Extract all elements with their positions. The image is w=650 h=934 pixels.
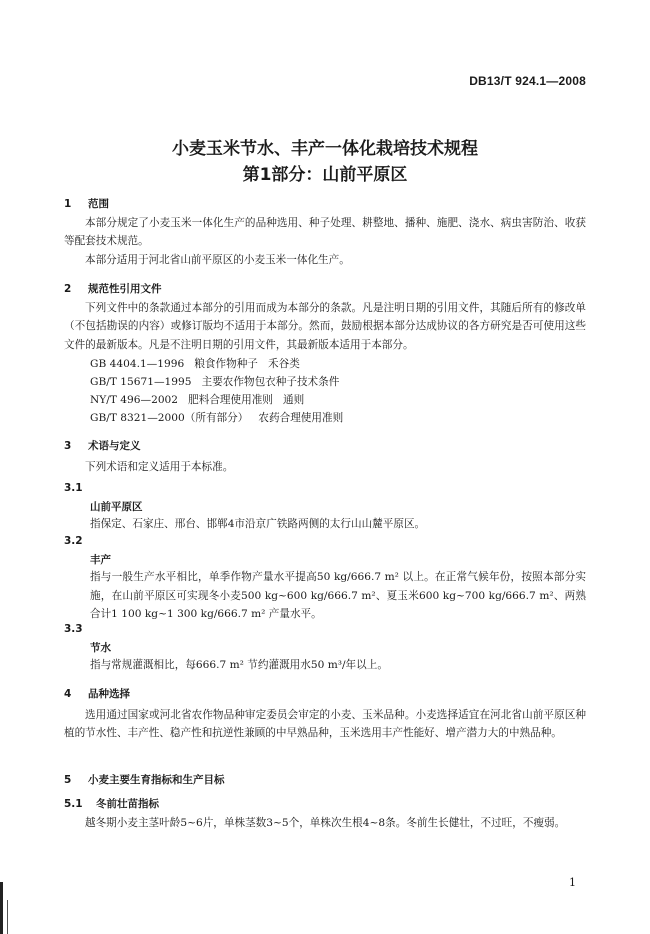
section-title: 术语与定义 (88, 440, 141, 452)
term-number: 3.2 (64, 535, 83, 547)
term-number: 3.1 (64, 482, 83, 494)
scan-edge-mark (0, 882, 3, 934)
term-title: 丰产 (90, 554, 111, 566)
section-number: 2 (64, 283, 72, 295)
section-1-paragraph-2: 本部分适用于河北省山前平原区的小麦玉米一体化生产。 (85, 254, 350, 266)
section-5-1-heading (64, 796, 159, 811)
section-4-paragraph-1: 选用通过国家或河北省农作物品种审定委员会审定的小麦、玉米品种。小麦选择适宜在河北省山前平原区种植的节水性、丰产性、稳产性和抗逆性兼顾的中早熟品种，玉米选用丰产性能好、增产潜力大的中熟品种。 (64, 709, 586, 740)
section-title: 冬前壮苗指标 (96, 798, 159, 810)
section-5-heading (64, 772, 225, 787)
document-title: 小麦玉米节水、丰产一体化栽培技术规程 (172, 139, 478, 159)
reference-item: GB 4404.1—1996 粮食作物种子 禾谷类 (90, 358, 300, 370)
section-title: 范围 (88, 198, 109, 210)
section-1-heading (64, 196, 109, 211)
section-number: 5.1 (64, 798, 83, 810)
term-definition: 指与常规灌溉相比，每666.7 m² 节约灌溉用水50 m³/年以上。 (90, 659, 388, 671)
section-1-paragraph-1: 本部分规定了小麦玉米一体化生产的品种选用、种子处理、耕整地、播种、施肥、浇水、病虫害防治、收获等配套技术规范。 (64, 217, 586, 248)
section-number: 3 (64, 440, 72, 452)
document-subtitle: 第1部分：山前平原区 (242, 165, 408, 185)
term-definition: 指保定、石家庄、邢台、邯郸4市沿京广铁路两侧的太行山山麓平原区。 (90, 518, 426, 530)
term-title: 节水 (90, 642, 111, 654)
section-3-intro: 下列术语和定义适用于本标准。 (85, 461, 234, 473)
section-4-heading (64, 686, 130, 701)
section-3-heading (64, 438, 141, 453)
section-title: 小麦主要生育指标和生产目标 (88, 774, 225, 786)
section-2-heading (64, 281, 162, 296)
reference-item: NY/T 496—2002 肥料合理使用准则 通则 (90, 394, 305, 406)
reference-item: GB/T 8321—2000（所有部分） 农药合理使用准则 (90, 412, 344, 424)
section-number: 1 (64, 198, 72, 210)
section-5-1-paragraph-1: 越冬期小麦主茎叶龄5~6片，单株茎数3~5个，单株次生根4~8条。冬前生长健壮，不过旺，不瘦弱。 (85, 817, 566, 829)
term-title: 山前平原区 (90, 501, 143, 513)
section-number: 5 (64, 774, 72, 786)
section-number: 4 (64, 688, 72, 700)
reference-item: GB/T 15671—1995 主要农作物包衣种子技术条件 (90, 376, 340, 388)
section-title: 规范性引用文件 (88, 283, 162, 295)
term-number: 3.3 (64, 623, 83, 635)
term-definition: 指与一般生产水平相比，单季作物产量水平提高50 kg/666.7 m² 以上。在正常气候年份，按照本部分实施，在山前平原区可实现冬小麦500 kg~600 kg/666.7 m²、夏玉米600 kg~700 kg/666.7 m²、两熟合计1 100 kg~1 300 kg/666.7 m² 产量水平。 (90, 571, 586, 620)
scan-edge-mark (7, 900, 8, 934)
page-number: 1 (569, 876, 576, 889)
section-2-paragraph-1: 下列文件中的条款通过本部分的引用而成为本部分的条款。凡是注明日期的引用文件，其随后所有的修改单（不包括勘误的内容）或修订版均不适用于本部分。然而，鼓励根据本部分达成协议的各方研究是否可使用这些文件的最新版本。凡是不注明日期的引用文件，其最新版本适用于本部分。 (64, 302, 586, 351)
document-number: DB13/T 924.1—2008 (469, 74, 586, 88)
section-title: 品种选择 (88, 688, 130, 700)
